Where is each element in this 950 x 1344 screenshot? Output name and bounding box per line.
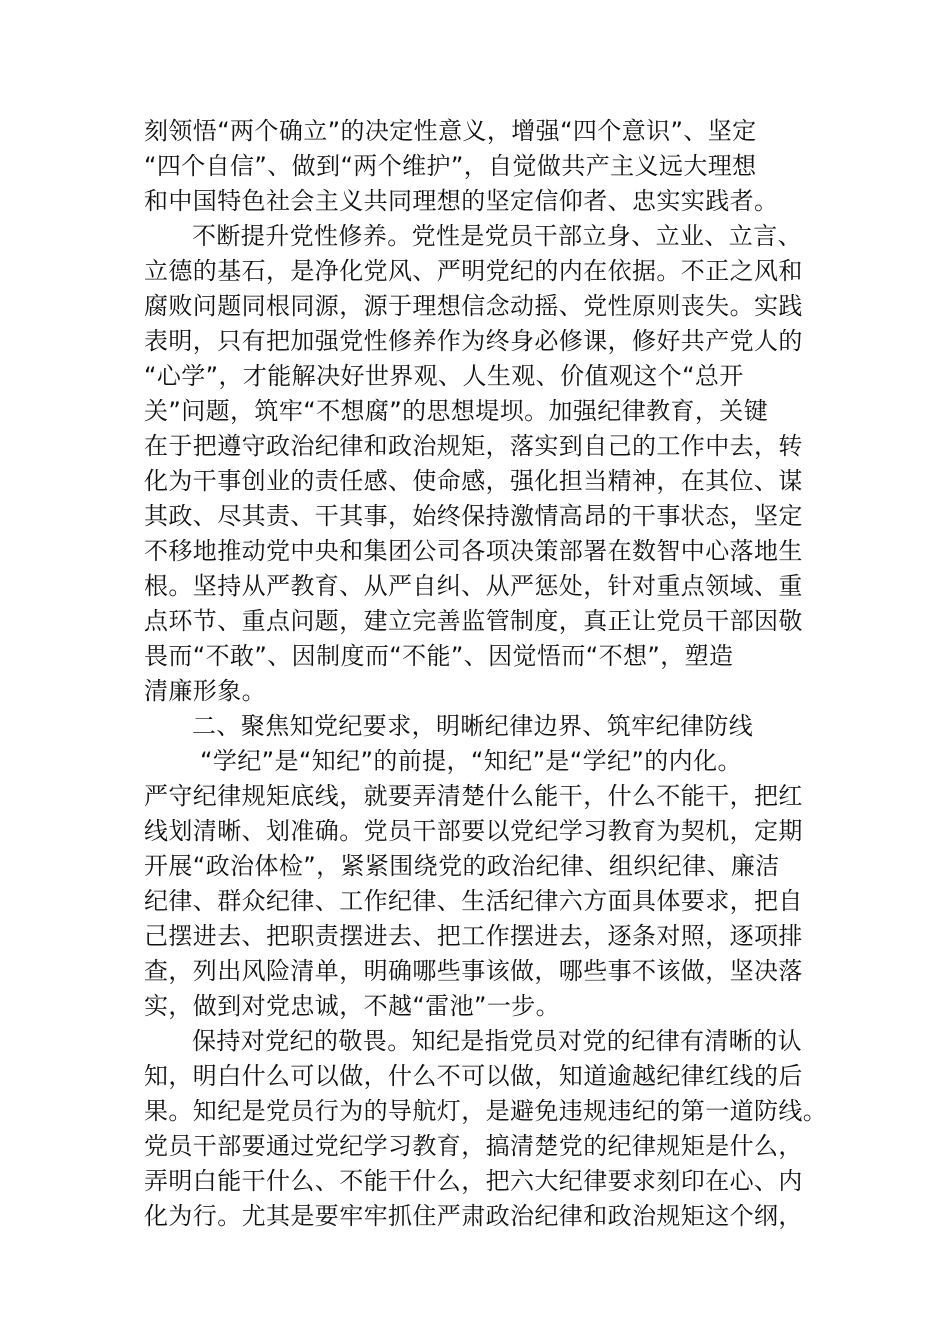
text-line: 畏而“不敢”、因制度而“不能”、因觉悟而“不想”，塑造 bbox=[144, 642, 734, 670]
paragraph-start-line: 不断提升党性修养。党性是党员干部立身、立业、立言、 bbox=[192, 222, 802, 250]
text-line: 己摆进去、把职责摆进去、把工作摆进去，逐条对照，逐项排 bbox=[144, 922, 803, 950]
document-body bbox=[144, 114, 828, 1234]
text-line: 化为干事创业的责任感、使命感，强化担当精神，在其位、谋 bbox=[144, 467, 803, 495]
text-line: 严守纪律规矩底线，就要弄清楚什么能干，什么不能干，把红 bbox=[144, 782, 803, 810]
paragraph-start-line: “学纪”是“知纪”的前提，“知纪”是“学纪”的内化。 bbox=[200, 747, 742, 775]
text-line: 在于把遵守政治纪律和政治规矩，落实到自己的工作中去，转 bbox=[144, 432, 803, 460]
text-line: 实，做到对党忠诚，不越“雷池”一步。 bbox=[144, 992, 561, 1020]
text-line: 弄明白能干什么、不能干什么，把六大纪律要求刻印在心、内 bbox=[144, 1167, 803, 1195]
text-line: 查，列出风险清单，明确哪些事该做，哪些事不该做，坚决落 bbox=[144, 957, 803, 985]
text-line: “心学”，才能解决好世界观、人生观、价值观这个“总开 bbox=[144, 362, 744, 390]
text-line: 清廉形象。 bbox=[144, 677, 266, 705]
text-line: 腐败问题同根同源，源于理想信念动摇、党性原则丧失。实践 bbox=[144, 292, 803, 320]
text-line: 线划清晰、划准确。党员干部要以党纪学习教育为契机，定期 bbox=[144, 817, 803, 845]
text-line: 不移地推动党中央和集团公司各项决策部署在数智中心落地生 bbox=[144, 537, 803, 565]
text-line: 根。坚持从严教育、从严自纠、从严惩处，针对重点领域、重 bbox=[144, 572, 803, 600]
text-line: 纪律、群众纪律、工作纪律、生活纪律六方面具体要求，把自 bbox=[144, 887, 803, 915]
text-line: 其政、尽其责、干其事，始终保持激情高昂的干事状态，坚定 bbox=[144, 502, 803, 530]
text-line: 表明，只有把加强党性修养作为终身必修课，修好共产党人的 bbox=[144, 327, 803, 355]
text-line: 关”问题，筑牢“不想腐”的思想堤坝。加强纪律教育，关键 bbox=[144, 397, 769, 425]
text-line: 开展“政治体检”，紧紧围绕党的政治纪律、组织纪律、廉洁 bbox=[144, 852, 780, 880]
text-line: 知，明白什么可以做，什么不可以做，知道逾越纪律红线的后 bbox=[144, 1062, 803, 1090]
text-line: “四个自信”、做到“两个维护”，自觉做共产主义远大理想 bbox=[144, 152, 757, 180]
text-line: 和中国特色社会主义共同理想的坚定信仰者、忠实实践者。 bbox=[144, 187, 779, 215]
text-line: 化为行。尤其是要牢牢抓住严肃政治纪律和政治规矩这个纲， bbox=[144, 1202, 803, 1230]
text-line: 党员干部要通过党纪学习教育，搞清楚党的纪律规矩是什么， bbox=[144, 1132, 803, 1160]
text-line: 刻领悟“两个确立”的决定性意义，增强“四个意识”、坚定 bbox=[144, 117, 757, 145]
section-heading: 二、聚焦知党纪要求，明晰纪律边界、筑牢纪律防线 bbox=[192, 712, 754, 740]
text-line: 立德的基石，是净化党风、严明党纪的内在依据。不正之风和 bbox=[144, 257, 803, 285]
text-line: 果。知纪是党员行为的导航灯，是避免违规违纪的第一道防线。 bbox=[144, 1097, 828, 1125]
paragraph-start-line: 保持对党纪的敬畏。知纪是指党员对党的纪律有清晰的认 bbox=[192, 1027, 802, 1055]
text-line: 点环节、重点问题，建立完善监管制度，真正让党员干部因敬 bbox=[144, 607, 803, 635]
